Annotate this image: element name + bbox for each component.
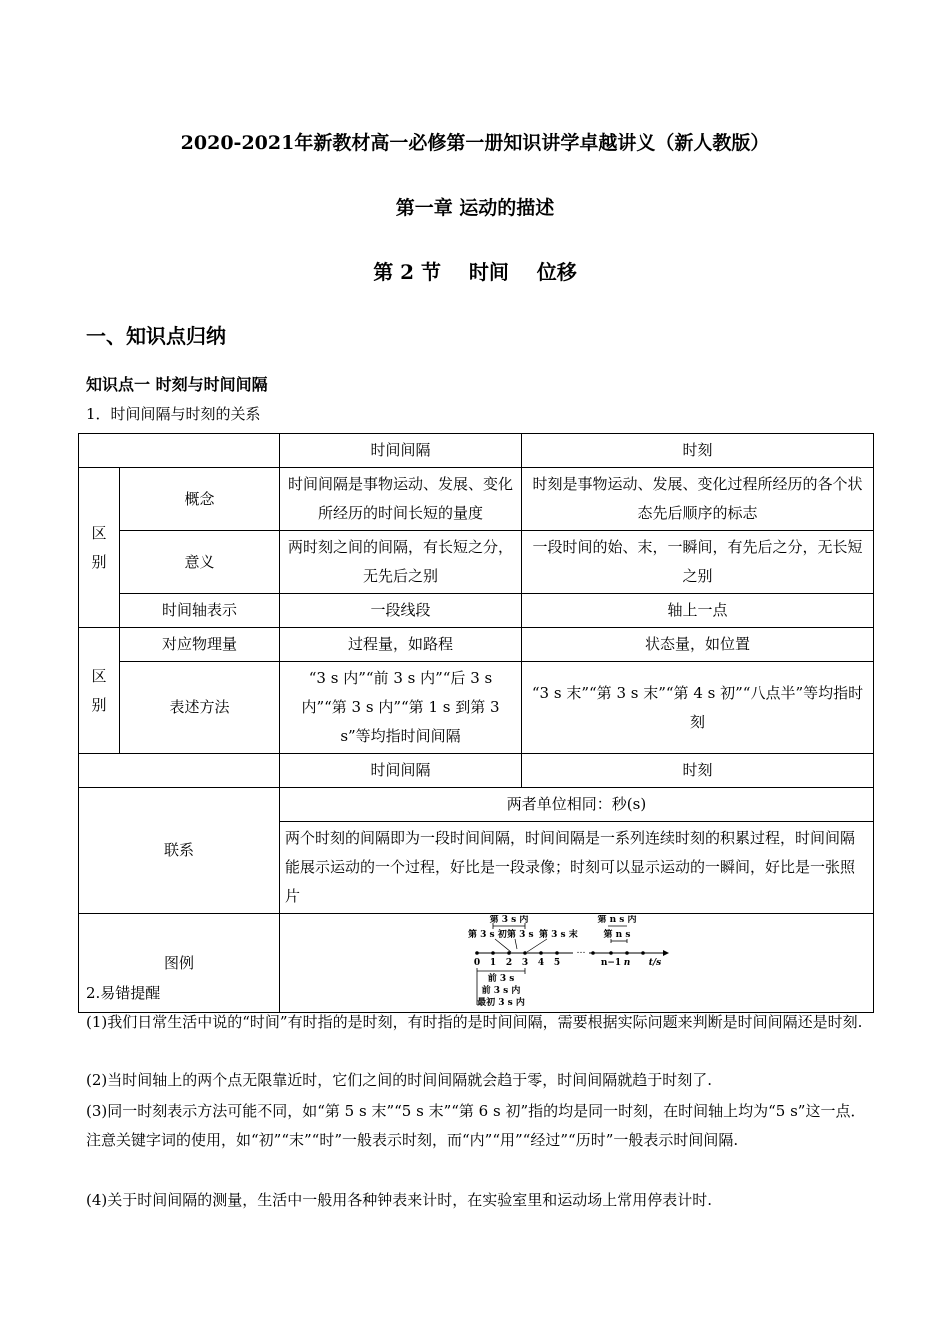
figure-cell <box>280 914 874 1013</box>
cell-interval: 一段线段 <box>280 594 522 628</box>
label-first-3s-in: 前 3 s 内 <box>481 985 520 996</box>
link-text: 两个时刻的间隔即为一段时间间隔，时间间隔是一系列连续时刻的积累过程，时间间隔能展示运动的一个过程，好比是一段录像；时刻可以显示运动的一瞬间，好比是一张照片 <box>280 822 874 914</box>
table-row <box>79 628 874 662</box>
subheader-moment: 时刻 <box>522 754 874 788</box>
cell-moment: 轴上一点 <box>522 594 874 628</box>
axis-point <box>625 951 629 955</box>
axis-point <box>591 951 595 955</box>
label-initial-3s-in: 最初 3 s 内 <box>476 997 525 1008</box>
cell-moment: 一段时间的始、末，一瞬间，有先后之分，无长短之别 <box>522 531 874 594</box>
row-label: 意义 <box>120 531 280 594</box>
axis-point <box>491 951 495 955</box>
axis-point <box>641 951 645 955</box>
cell-interval: 过程量，如路程 <box>280 628 522 662</box>
row-label: 概念 <box>120 468 280 531</box>
axis-point <box>555 951 559 955</box>
table-row <box>79 531 874 594</box>
label-third-end: 第 3 s 末 <box>538 929 578 940</box>
cell-moment: 时刻是事物运动、发展、变化过程所经历的各个状态先后顺序的标志 <box>522 468 874 531</box>
item1-label: 1．时间间隔与时刻的关系 <box>86 405 261 423</box>
axis-point <box>475 951 479 955</box>
tick-label-n-minus-1: n−1 <box>600 957 621 968</box>
chapter-title: 第一章 运动的描述 <box>395 197 555 219</box>
header-moment: 时刻 <box>522 434 874 468</box>
cell-interval: “3 s 内”“前 3 s 内”“后 3 s 内”“第 3 s 内”“第 1 s 到第 3 s”等均指时间间隔 <box>280 662 522 754</box>
cell-interval: 时间间隔是事物运动、发展、变化所经历的时间长短的量度 <box>280 468 522 531</box>
axis-point <box>523 951 527 955</box>
note-1: (1)我们日常生活中说的“时间”有时指的是时刻，有时指的是时间间隔，需要根据实际问题来判断是时间间隔还是时刻. <box>86 1013 863 1031</box>
timeline-diagram <box>467 915 687 1012</box>
table-subheader-row <box>79 754 874 788</box>
note-2: (2)当时间轴上的两个点无限靠近时，它们之间的时间间隔就会趋于零，时间间隔就趋于时刻了. <box>86 1071 713 1089</box>
tick-label: 2 <box>505 957 512 968</box>
tick-label: 1 <box>489 957 496 968</box>
axis-point <box>539 951 543 955</box>
document-title: 2020-2021年新教材高一必修第一册知识讲学卓越讲义（新人教版） <box>180 132 770 154</box>
row-label: 对应物理量 <box>120 628 280 662</box>
label-third-second: 第 3 s <box>506 929 534 940</box>
label-third-start: 第 3 s 初 <box>467 929 507 940</box>
link-label: 联系 <box>79 788 280 914</box>
figure-row <box>79 914 874 1013</box>
table-row <box>79 594 874 628</box>
header-interval: 时间间隔 <box>280 434 522 468</box>
cell-moment: 状态量，如位置 <box>522 628 874 662</box>
pointer-line <box>515 939 517 949</box>
group-label-difference: 区 别 <box>79 468 120 628</box>
comparison-table <box>78 433 874 1013</box>
label-nth-second-in: 第 n s 内 <box>596 914 637 925</box>
note-4: (4)关于时间间隔的测量，生活中一般用各种钟表来计时，在实验室里和运动场上常用停表计时. <box>86 1191 713 1209</box>
item2-label: 2.易错提醒 <box>86 984 161 1002</box>
section-heading: 一、知识点归纳 <box>86 324 226 348</box>
subheader-interval: 时间间隔 <box>280 754 522 788</box>
pointer-line <box>495 939 511 952</box>
tick-label: 4 <box>537 957 544 968</box>
group-label-difference: 区 别 <box>79 628 120 754</box>
knowledge-heading: 知识点一 时刻与时间间隔 <box>86 375 268 394</box>
axis-ellipsis: … <box>576 945 585 956</box>
tick-label: 5 <box>553 957 560 968</box>
label-third-second-in: 第 3 s 内 <box>489 914 528 925</box>
axis-point <box>507 951 511 955</box>
note-3: (3)同一时刻表示方法可能不同，如“第 5 s 末”“5 s 末”“第 6 s 初”指的均是同一时刻，在时间轴上均为“5 s”这一点．注意关键字词的使用，如“初”“末”“时”一般表示时刻，而“内”“用”“经过”“历时”一般表示时间间隔. <box>86 1102 866 1149</box>
pointer-line <box>527 939 547 952</box>
axis-arrow-icon <box>663 950 669 956</box>
table-row <box>79 662 874 754</box>
label-first-3s: 前 3 s <box>487 973 514 984</box>
row-label: 时间轴表示 <box>120 594 280 628</box>
axis-point <box>609 951 613 955</box>
tick-label-n: n <box>623 957 630 968</box>
tick-label: 0 <box>473 957 480 968</box>
label-nth-second: 第 n s <box>603 929 630 940</box>
row-label: 表述方法 <box>120 662 280 754</box>
axis-unit-label: t/s <box>648 957 661 968</box>
table-header-row <box>79 434 874 468</box>
section-title: 第 2 节 时间 位移 <box>373 260 577 284</box>
tick-label: 3 <box>521 957 528 968</box>
cell-moment: “3 s 末”“第 3 s 末”“第 4 s 初”“八点半”等均指时刻 <box>522 662 874 754</box>
table-corner-cell <box>79 434 280 468</box>
table-corner-cell <box>79 754 280 788</box>
figure-label: 图例 <box>79 914 280 1013</box>
table-row <box>79 468 874 531</box>
cell-interval: 两时刻之间的间隔，有长短之分，无先后之别 <box>280 531 522 594</box>
link-unit-row <box>79 788 874 822</box>
link-unit: 两者单位相同：秒(s) <box>280 788 874 822</box>
